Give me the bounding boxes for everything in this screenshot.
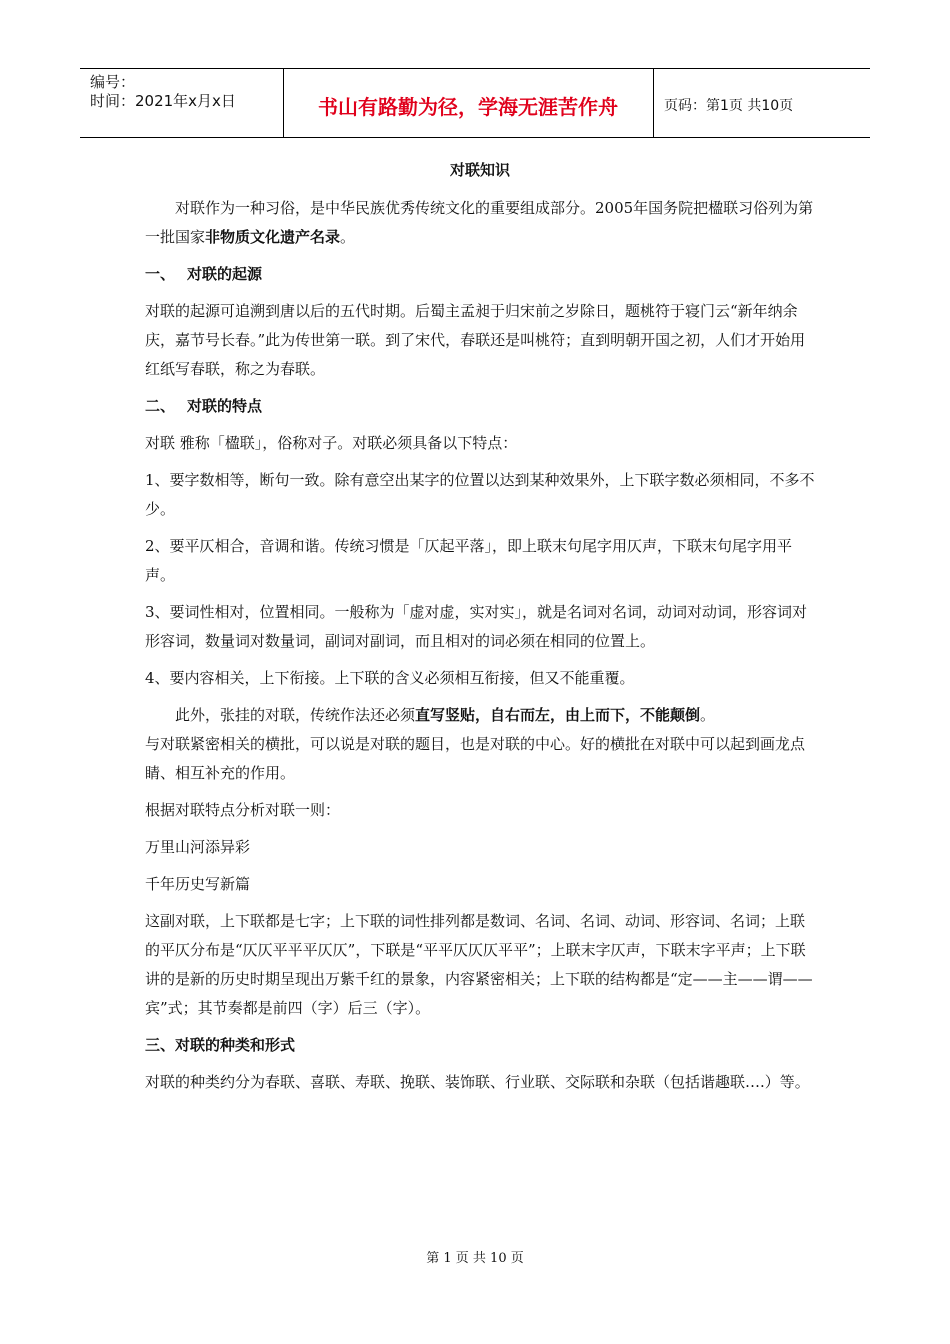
feature-item-4: 4、要内容相关，上下衔接。上下联的含义必须相互衔接，但又不能重覆。 (145, 669, 635, 687)
couplet-line-1: 万里山河添异彩 (145, 838, 251, 856)
hanging-rule-paragraph (145, 701, 815, 730)
motto: 书山有路勤为径，学海无涯苦作舟 (318, 95, 618, 119)
intro-end: 。 (340, 228, 356, 246)
section-1-title: 对联的起源 (187, 265, 263, 283)
header-motto-cell (283, 69, 654, 137)
couplet-line-2: 千年历史写新篇 (145, 875, 251, 893)
header-meta-cell (80, 69, 284, 137)
doc-title: 对联知识 (449, 161, 510, 179)
section-2-heading (145, 392, 815, 429)
document-header (80, 68, 870, 138)
section-1-number: 一、 (145, 265, 176, 283)
intro-paragraph (145, 194, 815, 260)
section-3-heading: 三、对联的种类和形式 (145, 1036, 296, 1054)
time-label: 时间：2021年x月x日 (90, 92, 236, 110)
section-2-title: 对联的特点 (187, 397, 263, 415)
section-2-intro: 对联 雅称「楹联」，俗称对子。对联必须具备以下特点： (145, 434, 518, 452)
section-2-number: 二、 (145, 397, 176, 415)
page-footer: 第 1 页 共 10 页 (426, 1251, 524, 1266)
header-page-info: 页码：第1页 共10页 (664, 98, 794, 114)
horizontal-scroll-paragraph: 与对联紧密相关的横批，可以说是对联的题目，也是对联的中心。好的横批在对联中可以起到画龙点睛、相互补充的作用。 (145, 735, 806, 782)
feature-item-1: 1、要字数相等，断句一致。除有意空出某字的位置以达到某种效果外，上下联字数必须相同，不多不少。 (145, 471, 815, 518)
intro-bold-text: 非物质文化遗产名录 (205, 228, 341, 246)
feature-item-3: 3、要词性相对，位置相同。一般称为「虚对虚，实对实」，就是名词对名词，动词对动词，形容词对形容词，数量词对数量词，副词对副词，而且相对的词必须在相同的位置上。 (145, 603, 808, 650)
section-1-paragraph: 对联的起源可追溯到唐以后的五代时期。后蜀主孟昶于归宋前之岁除日，题桃符于寝门云“新年纳余庆，嘉节号长春。”此为传世第一联。到了宋代，春联还是叫桃符；直到明朝开国之初，人们才开始用红纸写春联，称之为春联。 (145, 302, 806, 378)
intro-text: 对联作为一种习俗，是中华民族优秀传统文化的重要组成部分。2005年国务院把楹联习俗列为第一批国家 (145, 199, 814, 246)
document-body (145, 160, 815, 1105)
hanging-rule-end: 。 (700, 706, 716, 724)
analysis-paragraph: 这副对联，上下联都是七字；上下联的词性排列都是数词、名词、名词、动词、形容词、名词；上联的平仄分布是“仄仄平平平仄仄”，下联是“平平仄仄仄平平”；上联末字仄声，下联末字平声；上下联讲的是新的历史时期呈现出万紫千红的景象，内容紧密相关；上下联的结构都是“定——主——谓——宾”式；其节奏都是前四（字）后三（字）。 (145, 912, 813, 1017)
feature-item-2: 2、要平仄相合，音调和谐。传统习惯是「仄起平落」，即上联末句尾字用仄声，下联末句尾字用平声。 (145, 537, 793, 584)
header-page-cell (654, 69, 870, 137)
hanging-rule-bold: 直写竖贴，自右而左，由上而下，不能颠倒 (415, 706, 701, 724)
code-label: 编号： (90, 73, 136, 91)
analysis-intro: 根据对联特点分析对联一则： (145, 801, 341, 819)
section-1-heading (145, 260, 815, 297)
section-3-paragraph: 对联的种类约分为春联、喜联、寿联、挽联、装饰联、行业联、交际联和杂联（包括谐趣联….）等。 (145, 1073, 810, 1091)
hanging-rule-text: 此外，张挂的对联，传统作法还必须 (175, 706, 416, 724)
